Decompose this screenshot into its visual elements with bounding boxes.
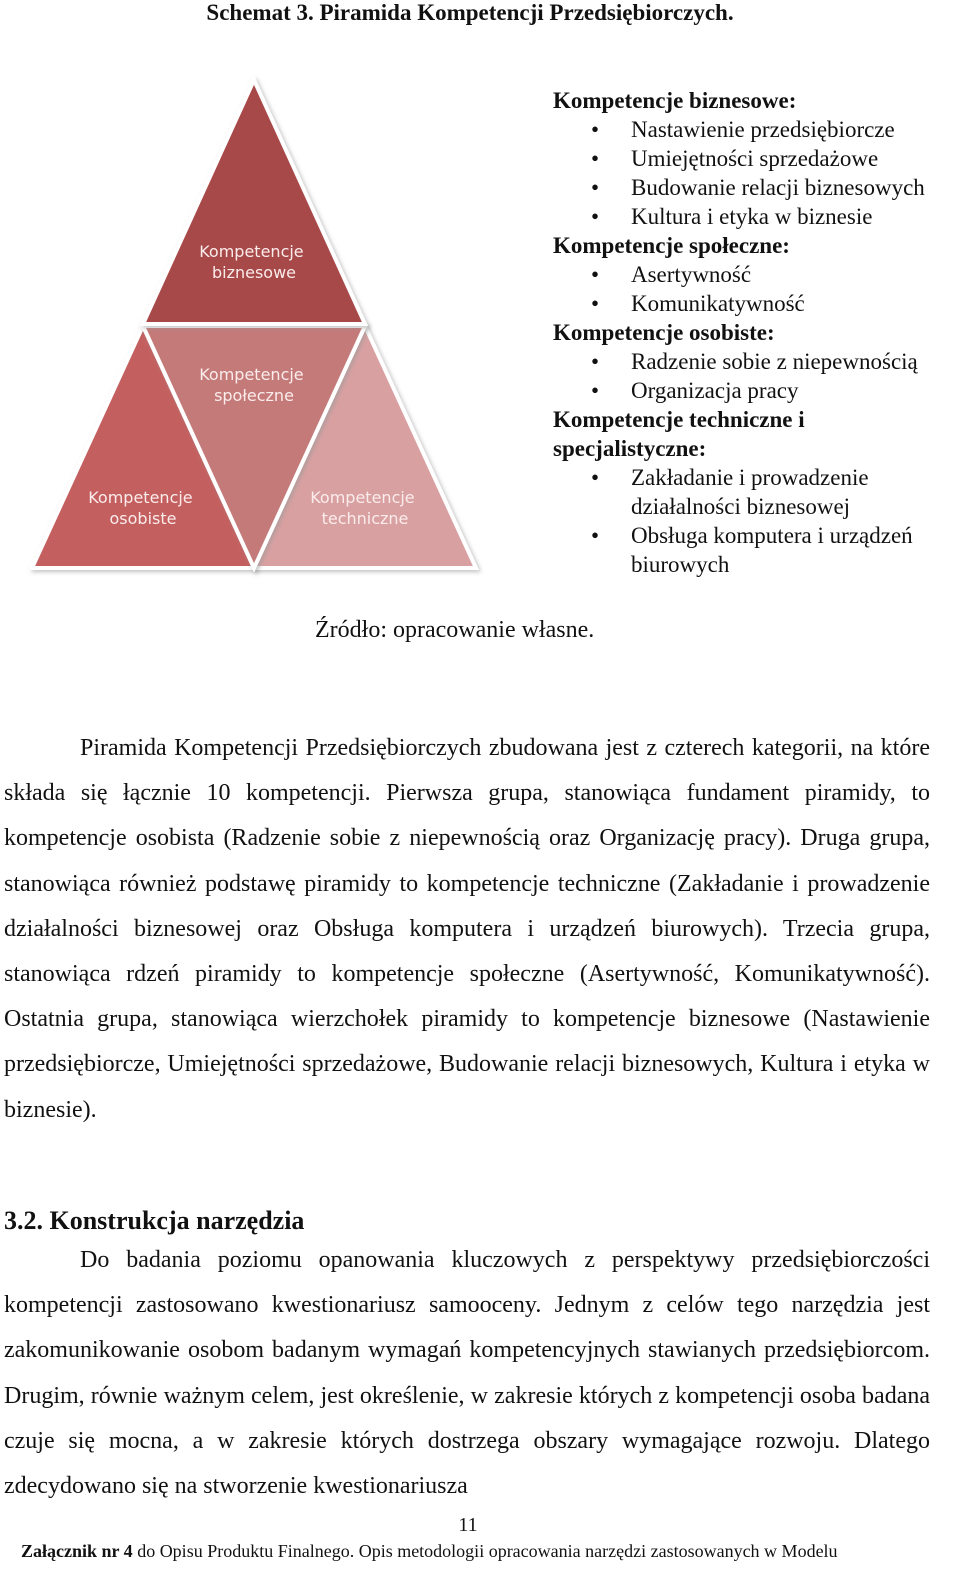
page-footer: Załącznik nr 4 do Opisu Produktu Finalnego. Opis metodologii opracowania narzędzi zastosowanych w Modelu xyxy=(21,1541,838,1561)
pyramid-top-label: Kompetencje biznesowe xyxy=(199,242,304,282)
pyramid-top-triangle xyxy=(143,80,365,324)
list-item: • Radzenie sobie z niepewnością xyxy=(591,349,918,374)
list-item: • Umiejętności sprzedażowe xyxy=(591,146,879,171)
bullet-icon: • xyxy=(591,378,600,403)
category-heading-business: Kompetencje biznesowe: xyxy=(553,88,797,113)
category-heading-technical: Kompetencje techniczne i specjalistyczne: xyxy=(553,407,805,461)
bullet-icon: • xyxy=(591,262,600,287)
category-heading-social: Kompetencje społeczne: xyxy=(553,233,790,258)
pyramid-left-label: Kompetencje osobiste xyxy=(88,488,193,528)
list-item: • Zakładanie i prowadzenie działalności biznesowej xyxy=(591,465,869,519)
section-heading: 3.2. Konstrukcja narzędzia xyxy=(4,1206,305,1235)
bullet-icon: • xyxy=(591,523,600,548)
figure-source: Źródło: opracowanie własne. xyxy=(315,617,595,643)
page-number: 11 xyxy=(458,1514,478,1536)
list-item: • Nastawienie przedsiębiorcze xyxy=(591,117,895,142)
list-item: • Obsługa komputera i urządzeń biurowych xyxy=(591,523,913,577)
bullet-icon: • xyxy=(591,175,600,200)
body-paragraph: Piramida Kompetencji Przedsiębiorczych zbudowana jest z czterech kategorii, na które składa się łącznie 10 kompetencji. Pierwsza grupa, stanowiąca fundament piramidy, to kompetencje osobista (Radzenie sobie z niepewnością oraz Organizację pracy). Druga grupa, stanowiąca również podstawę piramidy to kompetencje techniczne (Zakładanie i prowadzenie działalności biznesowej oraz Obsługa komputera i urządzeń biurowych). Trzecia grupa, stanowiąca rdzeń piramidy to kompetencje społeczne (Asertywność, Komunikatywność). Ostatnia grupa, stanowiąca wierzchołek piramidy to kompetencje biznesowe (Nastawienie przedsiębiorcze, Umiejętności sprzedażowe, Budowanie relacji biznesowych, Kultura i etyka w biznesie). xyxy=(4,735,930,1123)
category-heading-personal: Kompetencje osobiste: xyxy=(553,320,775,345)
competence-list xyxy=(553,86,958,577)
bullet-icon: • xyxy=(591,204,600,229)
bullet-icon: • xyxy=(591,117,600,142)
competence-pyramid xyxy=(28,72,488,577)
pyramid-right-label: Kompetencje techniczne xyxy=(310,488,415,528)
list-item: • Organizacja pracy xyxy=(591,378,799,403)
body-paragraph: Do badania poziomu opanowania kluczowych z perspektywy przedsiębiorczości kompetencji zastosowano kwestionariusz samooceny. Jednym z celów tego narzędzia jest zakomunikowanie osobom badanym wymagań kompetencyjnych stawianych przedsiębiorcom. Drugim, równie ważnym celem, jest określenie, w zakresie których z kompetencji osoba badana czuje się mocna, a w zakresie których dostrzega obszary wymagające rozwoju. Dlatego zdecydowano się na stworzenie kwestionariusza xyxy=(4,1247,930,1500)
pyramid-middle-label: Kompetencje społeczne xyxy=(199,365,304,405)
bullet-icon: • xyxy=(591,291,600,316)
bullet-icon: • xyxy=(591,465,600,490)
schema-title: Schemat 3. Piramida Kompetencji Przedsiębiorczych. xyxy=(206,0,734,25)
list-item: • Budowanie relacji biznesowych xyxy=(591,175,925,200)
bullet-icon: • xyxy=(591,349,600,374)
list-item: • Kultura i etyka w biznesie xyxy=(591,204,873,229)
list-item: • Komunikatywność xyxy=(591,291,805,316)
list-item: • Asertywność xyxy=(591,262,752,287)
bullet-icon: • xyxy=(591,146,600,171)
